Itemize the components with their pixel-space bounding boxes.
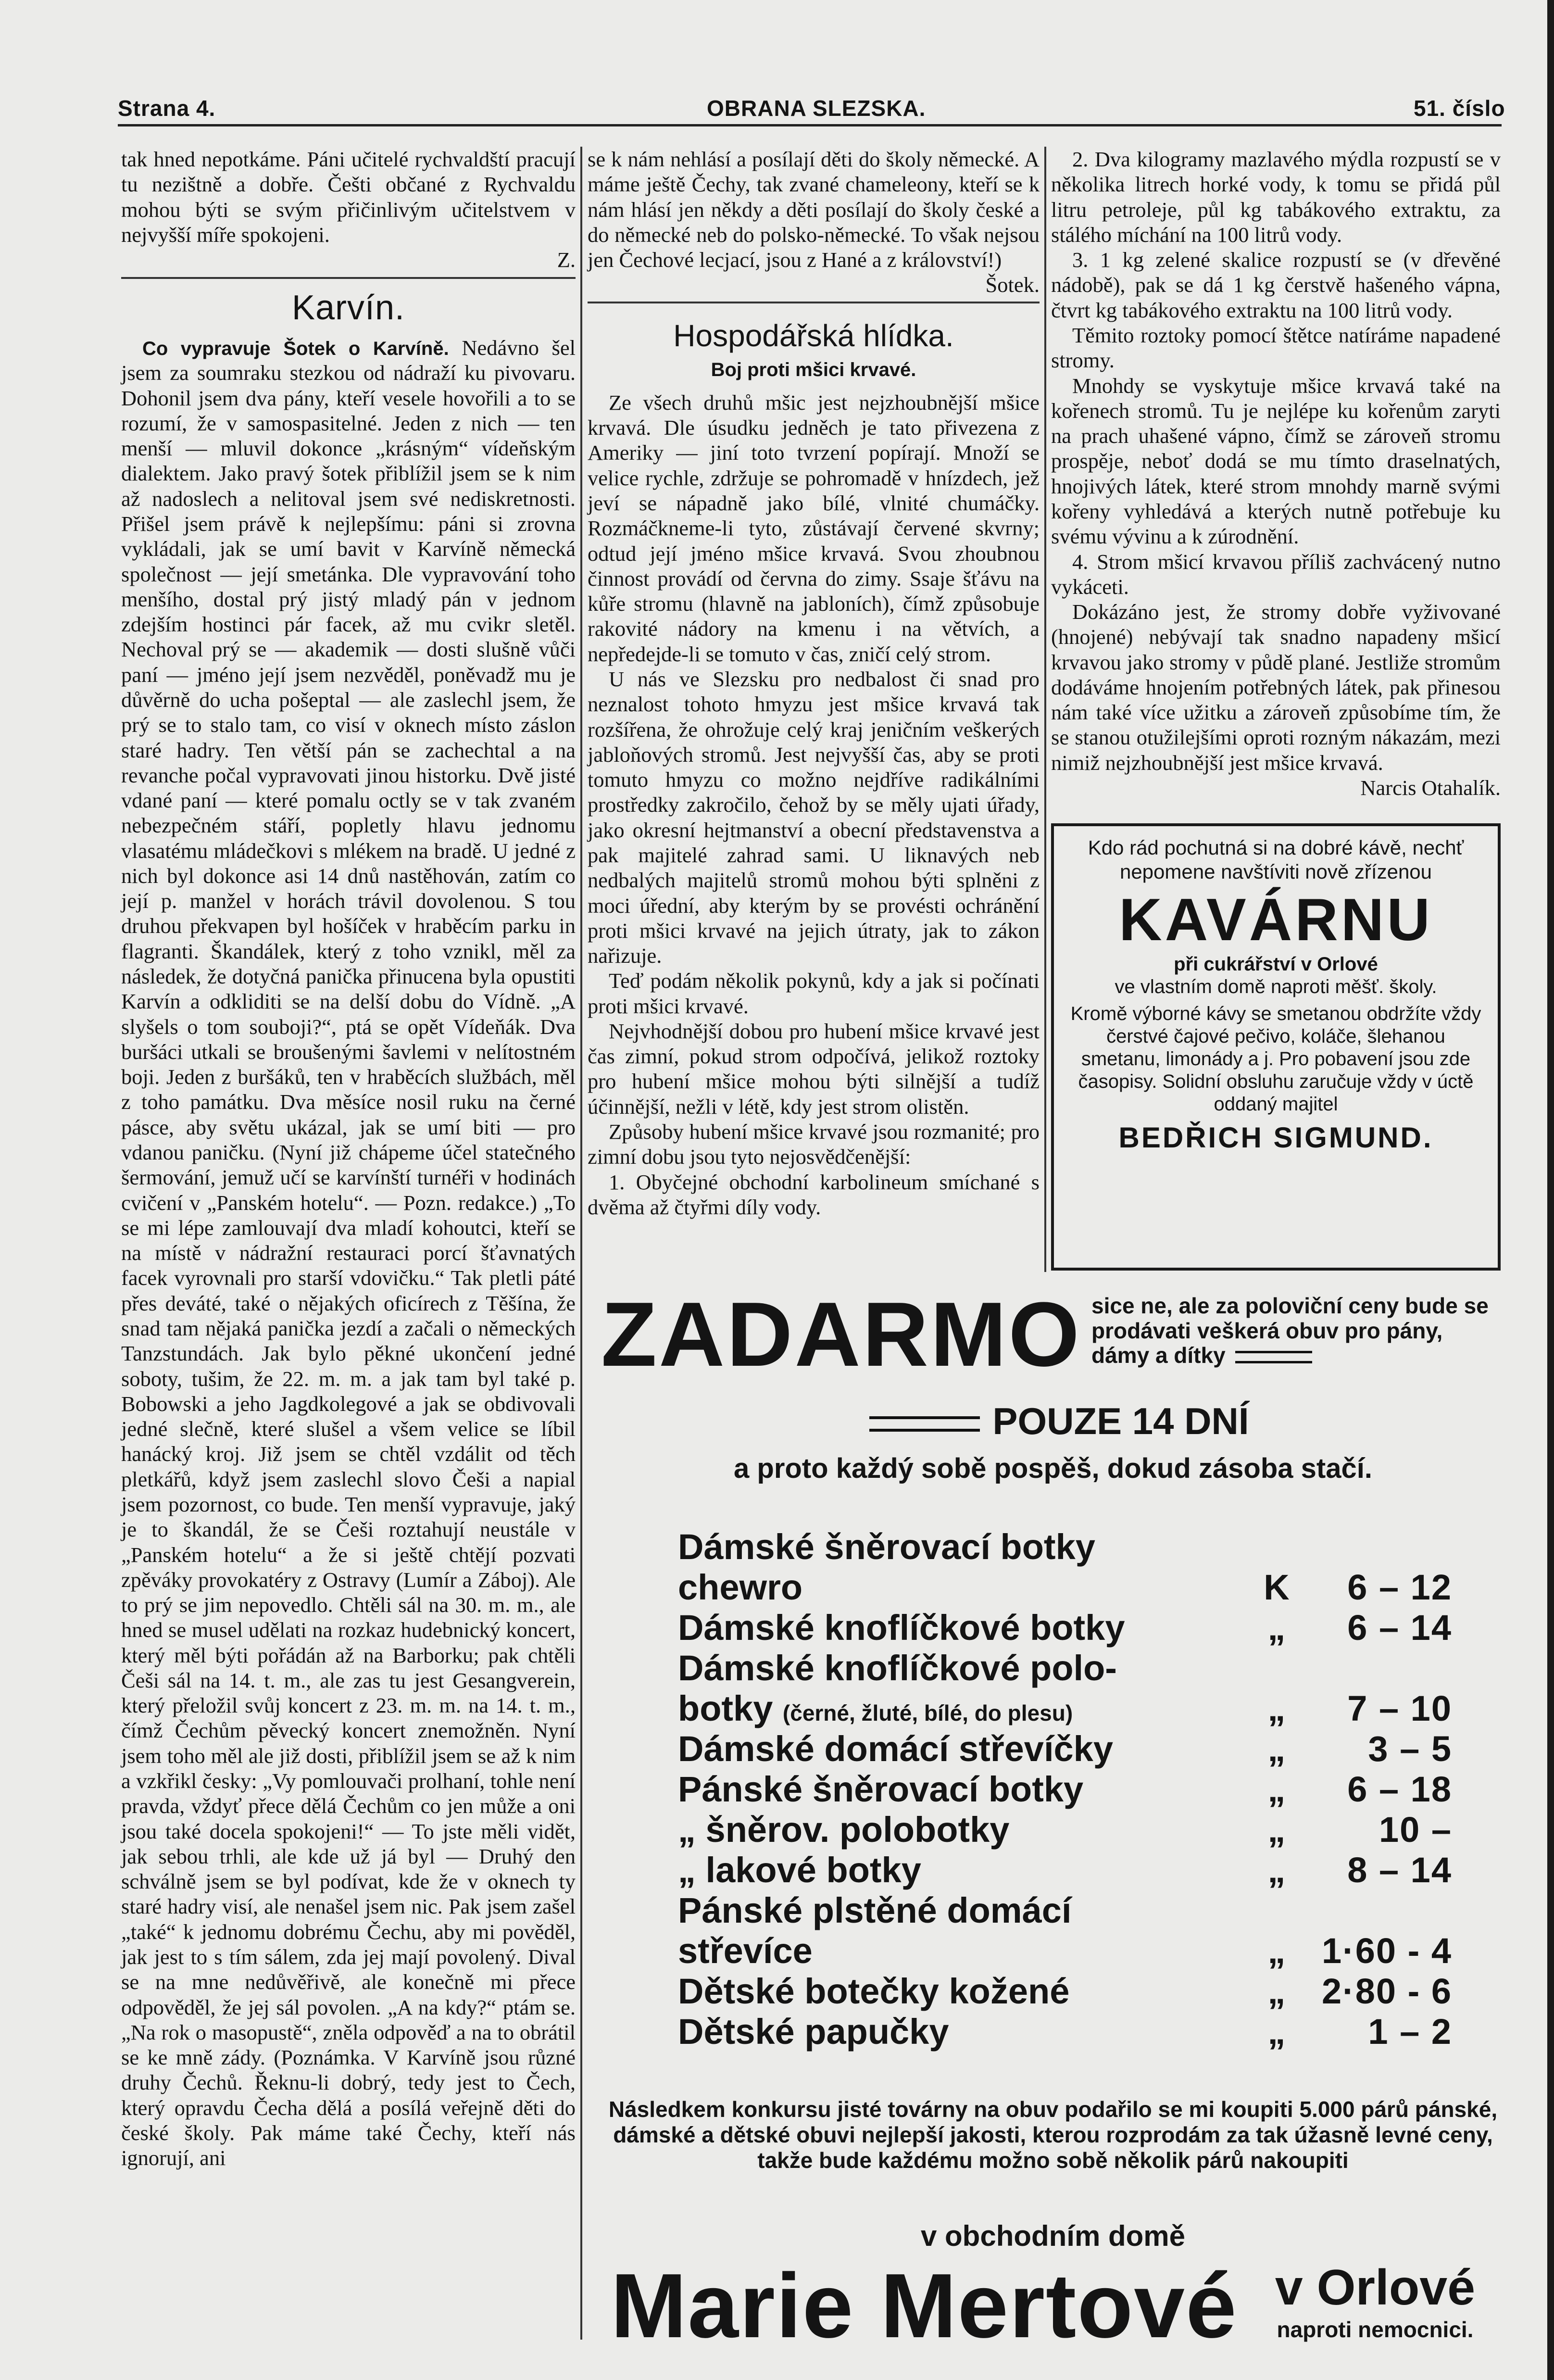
price-item-name [678,1931,1260,1971]
hosp-paragraph: Těmito roztoky pomocí štětce natíráme napadené stromy. [1051,323,1501,373]
price-unit: „ [1267,1850,1286,1890]
price-item-name [678,1567,1260,1608]
newspaper-title: OBRANA SLEZSKA. [707,96,926,121]
column-2 [588,147,1040,1220]
column-3 [1051,147,1501,800]
cafe-owner: BEDŘICH SIGMUND. [1118,1121,1433,1154]
price-item-label: Dámské šněrovací botky [678,1527,1095,1567]
price-item-label: „ šněrov. polobotky [678,1810,1010,1850]
ad-subtitle: a proto každý sobě pospěš, dokud zásoba stačí. [734,1453,1372,1484]
price-item-name [678,1608,1260,1648]
price-item-note: (černé, žluté, bílé, do plesu) [782,1700,1073,1725]
price-row [678,2012,1452,2052]
price-value: 7 – 10 [1347,1688,1452,1728]
hosp-paragraph: 1. Obyčejné obchodní karbolineum smíchané s dvěma až čtyřmi díly vody. [588,1170,1040,1219]
price-unit: „ [1267,1729,1286,1769]
price-list [678,1527,1452,2052]
price-value: 8 – 14 [1347,1850,1452,1890]
hosp-paragraph: Teď podám několik pokynů, kdy a jak si počínati proti mšici krvavé. [588,969,1040,1018]
price-unit: „ [1267,1971,1286,2011]
hosp-paragraph: 2. Dva kilogramy mazlavého mýdla rozpustí se v několika litrech horké vody, k tomu se přidá půl litru petroleje, půl kg tabákového extraktu, za stálého míchání na 100 litrů vody. [1051,147,1501,247]
cafe-advertisement [1051,823,1501,1271]
price-unit: „ [1267,1688,1286,1728]
price-unit: „ [1267,1810,1286,1850]
hosp-paragraph: Nejvhodnější dobou pro hubení mšice krvavé jest čas zimní, pokud strom odpočívá, jelikož roztoky pro hubení mšice mohou býti silnější a tudíž účinnější, nežli v létě, kdy jest strom olistěn. [588,1019,1040,1119]
hosp-signature: Narcis Otahalík. [1360,776,1501,800]
ad-location [1245,2260,1505,2342]
section-rule [121,277,576,279]
price-row [678,1567,1452,1608]
header-rule [118,124,1502,126]
cafe-title: KAVÁRNU [1119,887,1433,954]
price-row [678,1648,1452,1688]
price-item-name [678,2012,1260,2052]
price-unit: „ [1267,1769,1286,1809]
double-rule [1235,1351,1312,1363]
double-rule [869,1416,980,1432]
rychvald-signature: Z. [557,248,576,272]
price-value: 6 – 18 [1347,1769,1452,1809]
price-item-label: Dámské knoflíčkové polo- [678,1648,1117,1688]
price-item-name [678,1971,1260,2012]
price-value: 6 – 14 [1347,1608,1452,1648]
price-unit: „ [1267,2012,1286,2052]
hosp-paragraph: 4. Strom mšicí krvavou příliš zachvácený nutno vykáceti. [1051,549,1501,599]
karvin-runin: Co vypravuje Šotek o Karvíně. [142,338,449,359]
price-value: 1 – 2 [1368,2012,1452,2052]
hospodarska-subheading: Boj proti mšici krvavé. [711,359,916,380]
price-row [678,1729,1452,1769]
price-item-label: Dětské botečky kožené [678,1971,1070,2011]
cafe-location: při cukrářství v Orlové [1174,954,1378,975]
hosp-paragraph: Ze všech druhů mšic jest nejzhoubnější mšice krvavá. Dle úsudku jedněch je tato přivezena z Ameriky — jiní toto tvrzení popírají. Množí se velice rychle, zdržuje se pohromadě v hnízdech, jež jeví se nápadně jako bílé, vlnité chumáčky. Rozmáčkneme-li tyto, zůstávají červené skvrny; odtud její jméno mšice krvavá. Svou zhoubnou činnost provádí od června do zimy. Ssaje šťávu na kůře stromu (hlavně na jabloních), čímž způsobuje rakovité nádory na kmenu i na větvích, a nepředejde-li se tomuto v čas, zničí celý strom. [588,390,1040,666]
price-row [678,1810,1452,1850]
ad-days [601,1399,1505,1443]
price-item-label: „ lakové botky [678,1850,921,1890]
price-row [678,1608,1452,1648]
section-rule-2 [588,302,1040,303]
price-row [678,1769,1452,1810]
karvin-heading: Karvín. [291,289,405,327]
cafe-intro: Kdo rád pochutná si na dobré kávě, nechť nepomene navštíviti nově zřízenou [1088,836,1464,883]
ad-city: v Orlové [1275,2260,1476,2316]
ad-side-text [1091,1294,1505,1368]
price-item-label: Pánské šněrovací botky [678,1769,1084,1809]
rychvald-text: tak hned nepotkáme. Páni učitelé rychvaldští pracují tu nezištně a dobře. Češti občané z Rychvaldu mohou býti se svým přičinlivým učitelstvem v nejvyšší míře spokojeni. [121,147,576,247]
price-unit: K [1264,1567,1290,1607]
hosp-paragraph: Mnohdy se vyskytuje mšice krvavá také na kořenech stromů. Tu je nejlépe ku kořenům zaryti na prach uhašené vápno, čímž se zároveň stromu prospěje, neboť dodá se mu tímto draselnatých, hnojivých látek, které strom mnohdy marně svými kořeny vyhledává a kterých nutně potřebuje ku svému vývinu a k zúrodnění. [1051,373,1501,549]
price-row [678,1971,1452,2012]
price-value: 2·80 - 6 [1321,1971,1452,2011]
price-item-label: botky [678,1688,773,1728]
price-item-label: Pánské plstěné domácí [678,1890,1072,1930]
price-item-name [678,1527,1260,1567]
issue-number: 51. číslo [1414,96,1505,121]
price-item-name [678,1688,1260,1729]
cafe-description: Kromě výborné kávy se smetanou obdržíte vždy čerstvé čajové pečivo, koláče, šlehanou smetanu, limonády a j. Pro pobavení jsou zde časopisy. Solidní obsluhu zaručuje vždy v úctě oddaný majitel [1070,1003,1481,1115]
price-value: 10 – [1379,1810,1452,1850]
price-value: 3 – 5 [1368,1729,1452,1769]
hosp-paragraph: U nás ve Slezsku pro nedbalost či snad pro neznalost tohoto hmyzu jest mšice krvavá tak rozšířena, že ohrožuje celý kraj jeničním veškerých jabloňových stromů. Jest nejvyšší čas, aby se proti tomuto hmyzu co možno nejdříve radikálními prostředky zakročilo, čehož by se měly ujati úřady, jako okresní hejtmanství a obecní představenstva a pak majitelé zahrad sami. U liknavých neb nedbalých majitelů stromů mohou býti splněni z moci úřední, aby kterým by se provésti ochránění proti mšici krvavé na jejich útraty, jak to zákon nařizuje. [588,667,1040,968]
hosp-paragraph: Dokázáno jest, že stromy dobře vyživované (hnojené) nebývají tak snadno napadeny mšicí krvavou jako stromy v půdě plané. Jestliže stromům dodáváme hnojením potřebných látek, pak přinesou nám také více užitku a zároveň způsobíme tím, že se stanou otužilejšími oproti rozným nákazám, mezi nimiž nejzhoubnější jest mšice krvavá. [1051,600,1501,775]
shoe-advertisement [601,1279,1505,2373]
price-item-name [678,1850,1260,1890]
price-unit: „ [1267,1608,1286,1648]
price-row [678,1688,1452,1729]
price-item-name [678,1769,1260,1810]
karvin-article: Nedávno šel jsem za soumraku stezkou od nádraží ku pivovaru. Dohonil jsem dva pány, kteří vesele hovořili a to se rozumí, že v samospasitelné. Jeden z nich — ten menší — mluvil dokonce „krásným“ vídeňským dialektem. Jako pravý šotek přiblížil jsem se k nim až nadoslech a nelitoval jsem své nediskretnosti. Přišel jsem právě k nejlepšímu: páni si zrovna vykládali, jak se umí bavit v Karvíně německá společnost — její smetánka. Dle vypravování toho menšího, dostal prý jistý mladý pán v jednom zdejším hostinci pár facek, až mu cvikr sletěl. Nechoval prý se — akademik — dosti slušně vůči paní — jméno její jsem nezvěděl, poněvadž mu je důvěrně do ucha pošeptal — ale zaslechl jsem, že prý se to stalo tam, co visí v oknech místo záslon staré hadry. Ten větší pán se zachechtal a na revanche počal vypravovati jinou historku. Dvě jisté vdané paní — které pomalu octly se v tak zvaném nebezpečném stáří, popletly hlavu jednomu vlasatému mládečkovi s mlékem na bradě. U jedné z nich byl dokonce asi 14 dnů nastěhován, zatím co její p. manžel v horách trávil dovolenou. S tou druhou překvapen byl hošíček v hraběcím parku in flagranti. Škandálek, který z toho vznikl, měl za následek, že dotyčná panička přinucena byla opustiti Karvín a odkliditi se na delší dobu do Vídně. „A slyšels o tom souboji?“, ptá se opět Vídeňák. Dva buršáci utkali se broušenými šavlemi v nelítostném boji. Jeden z buršáků, ten v hraběcích službách, měl z toho památku. Dva měsíce nosil ruku na černé pásce, aby světu ukázal, jak se umí biti — pro vdanou paničku. (Nyní již chápeme účel statečného šermování, jemuž učí se karvínští turnéři v hodinách cvičení v „Panském hotelu“. — Pozn. redakce.) „To se mi lépe zamlouvají dva mladí kohoutci, kteří se na místě v nádražní restauraci porcí šťavnatých facek vyrovnali pro starší vdovičku.“ Tak pletli páté přes deváté, také o nějakých oficírech z Těšína, že snad tam nějaká panička jezdí a začali o německých Tanzstundách. Jak bylo pěkné ukončení jedné soboty, tušim, že 22. m. m. a jak tam byl také p. Bobowski a jeho Jagdkolegové a jak se obdivovali jedné slečně, které slušel a všem velice se líbil hanácký kroj. Již jsem se chtěl vzdálit od těch pletkářů, když jsem zaslechl slovo Češi a napial jsem pozornost, co bude. Ten menší vypravuje, jaký je to škandál, že se Češi roztahují neustále v „Panském hotelu“ a že si ještě chtějí pozvati zpěváky provokatéry z Ostravy (Lumír a Záboj). Ale to prý se jim nepovedlo. Chtěli sál na 30. m. m., ale hned se musel udělati na rozkaz hudebnický koncert, který měl býti pořádán až na Barborku; pak chtěli Češi sál na 14. t. m., ale zas tu jest Gesangverein, který přeložil svůj koncert z 23. m. m. na 14. t. m., čímž Čechům pěvecký koncert znemožněn. Nyní jsem toho měl ale již dosti, přiblížil jsem se až k nim a vzkřikl česky: „Vy pomlouvači prolhaní, tohle není pravda, vždyť přece dělá Čechům co jen může a oni jsou také docela spokojeni!“ — To jste měli vidět, jak sebou trhli, ale kde už já byl — Druhý den schválně jsem se byl podívat, kde že v oknech ty staré hadry visí, ale nenašel jsem nic. Pak jsem zašel „také“ k jednomu dobrému Čechu, aby mi pověděl, jak jest to s tím sálem, zda jej mají povolený. Dival se na mne nedůvěřivě, ale konečně mi přece odpověděl, že jej sál povolen. „A na kdy?“ ptám se. „Na rok o masopustě“, zněla odpověď a na to obrátil se ke mně zády. (Poznámka. V Karvíně jsou různé druhy Čechů. Řeknu-li dobrý, tedy jest to Čech, který opravdu Čecha dělá a posílá veřejně děti do české školy. Pak máme také Čechy, kteří nás ignorují, ani [121,336,576,2170]
price-value: 6 – 12 [1347,1567,1452,1607]
ad-days-text: POUZE 14 DNÍ [992,1400,1249,1442]
price-row [678,1931,1452,1971]
page-edge [1547,0,1554,2380]
hosp-paragraph: 3. 1 kg zelené skalice rozpustí se (v dřevěné nádobě), pak se dá 1 kg čerstvě hašeného vápna, čtvrt kg tabákového extraktu na 100 litrů vody. [1051,248,1501,322]
ad-footer: Následkem konkursu jisté továrny na obuv podařilo se mi koupiti 5.000 párů pánské, dámské a dětské obuvi nejlepší jakosti, kterou rozprodám za tak úžasně levné ceny, takže bude každému možno sobě několik párů nakoupiti [608,2097,1498,2173]
ad-side-line: sice ne, ale za poloviční ceny bude se prodávati veškerá obuv pro pány, dámy a dítky [1091,1293,1489,1368]
price-item-name [678,1890,1260,1931]
hospodarska-heading: Hospodářská hlídka. [673,318,954,353]
column-1 [121,147,576,2171]
price-item-label: chewro [678,1567,803,1607]
price-item-label: Dětské papučky [678,2012,949,2052]
ad-shop-name: Marie Mertové [611,2255,1238,2357]
price-row [678,1850,1452,1890]
price-item-name [678,1729,1260,1769]
price-item-label: Dámské domácí střevíčky [678,1729,1113,1769]
price-item-label: Dámské knoflíčkové botky [678,1608,1125,1648]
price-row [678,1527,1452,1567]
price-item-name [678,1648,1260,1688]
price-item-label: střevíce [678,1931,813,1971]
karvin-continued: se k nám nehlásí a posílají děti do školy německé. A máme ještě Čechy, tak zvané chameleony, kteří se k nám hlásí jen někdy a děti posílají do školy české a do německé neb do polsko-německé. To však nejsou jen Čechové lecjací, jsou z Hané a z království!) [588,147,1040,272]
price-row [678,1890,1452,1931]
ad-title: ZADARMO [601,1284,1081,1385]
ad-address: naproti nemocnici. [1277,2317,1474,2342]
hosp-paragraph: Způsoby hubení mšice krvavé jsou rozmanité; pro zimní dobu jsou tyto nejosvědčenější: [588,1120,1040,1169]
column-divider-2 [1044,147,1046,1272]
page-number: Strana 4. [118,96,216,121]
price-unit: „ [1267,1931,1286,1971]
price-item-name [678,1810,1260,1850]
cafe-address: ve vlastním domě naproti měšť. školy. [1115,976,1437,998]
karvin-signature: Šotek. [985,273,1040,297]
column-divider-1 [580,147,582,2340]
ad-shop-line: v obchodním domě [920,2220,1186,2252]
price-value: 1·60 - 4 [1321,1931,1452,1971]
